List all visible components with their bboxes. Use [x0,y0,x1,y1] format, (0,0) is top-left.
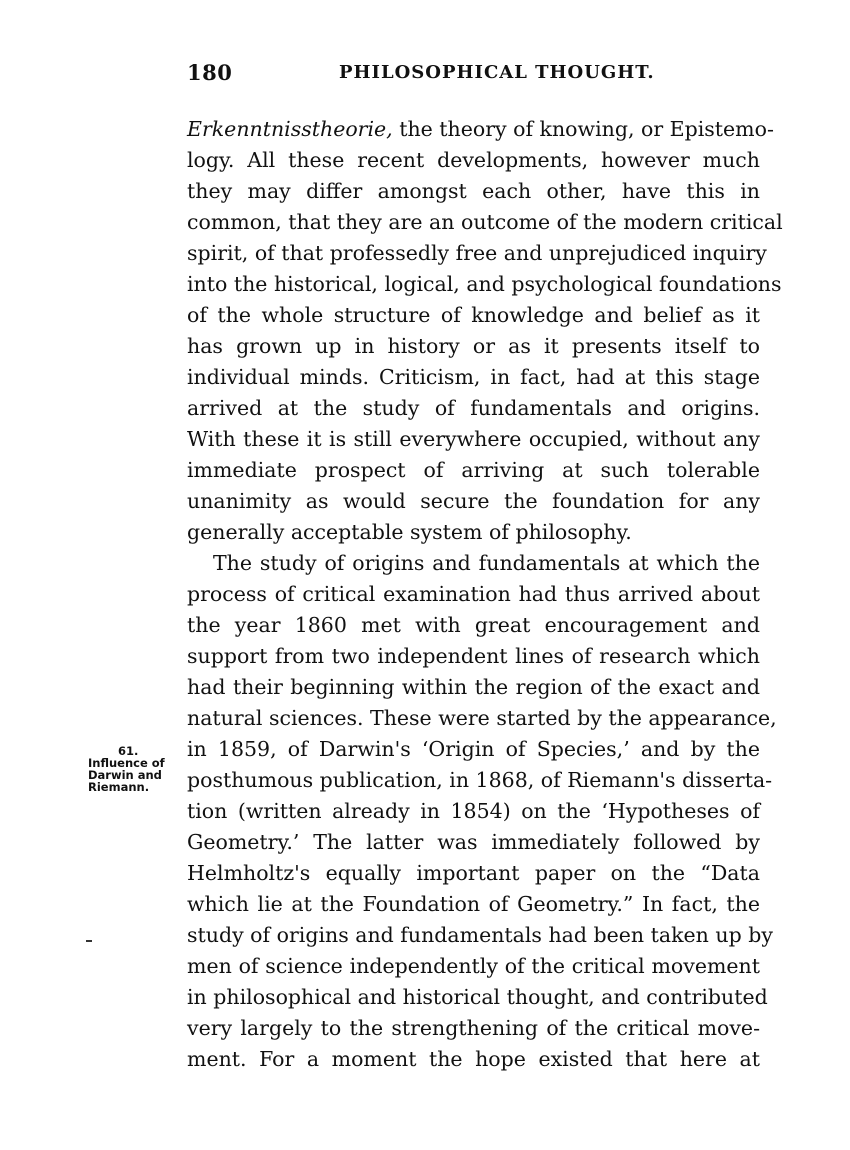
line-text: posthumous publication, in 1868, of Riemann's disserta- [187,768,773,792]
line-text: Geometry.’ The latter was immediately followed by [187,830,760,854]
page-header [187,60,760,90]
text-line [187,300,760,331]
text-line [187,610,760,641]
line-text: tion (written already in 1854) on the ‘Hypotheses of [187,799,760,823]
line-text: individual minds. Criticism, in fact, had at this stage [187,365,760,389]
text-line [187,641,760,672]
margin-note-line: Riemann. [88,780,150,794]
text-line [187,703,777,734]
text-line [187,207,783,238]
margin-note [88,745,180,793]
text-line [187,362,760,393]
text-line [187,1013,760,1044]
text-line [187,827,760,858]
text-line [187,424,760,455]
text-line [187,517,760,548]
line-text: had their beginning within the region of the exact and [187,675,760,699]
line-text: common, that they are an outcome of the modern critical [187,210,783,234]
text-line [187,548,760,579]
text-line [187,486,760,517]
line-text: men of science independently of the critical movement [187,954,760,978]
line-text: study of origins and fundamentals had been taken up by [187,923,773,947]
page-number: 180 [187,60,233,85]
text-line [187,734,760,765]
line-text: in philosophical and historical thought, and contributed [187,985,768,1009]
line-text: they may differ amongst each other, have this in [187,179,760,203]
line-text: ment. For a moment the hope existed that here at [187,1047,760,1071]
line-text: in 1859, of Darwin's ‘Origin of Species,’ and by the [187,737,760,761]
line-text: which lie at the Foundation of Geometry.” In fact, the [187,892,760,916]
text-line [187,238,767,269]
stray-mark [86,940,92,942]
line-text: arrived at the study of fundamentals and origins. [187,396,760,420]
text-line [187,858,760,889]
line-text: of the whole structure of knowledge and belief as it [187,303,760,327]
line-text: the year 1860 met with great encouragement and [187,613,760,637]
text-line [187,579,760,610]
text-line [187,951,760,982]
text-line [187,114,774,145]
text-line [187,920,773,951]
text-line [187,672,760,703]
text-line [187,331,760,362]
text-line [187,796,760,827]
text-line [187,269,782,300]
line-text: has grown up in history or as it presents itself to [187,334,760,358]
body-text [187,114,783,1075]
line-text: With these it is still everywhere occupied, without any [187,427,760,451]
line-text: very largely to the strengthening of the critical move- [187,1016,760,1040]
line-text: spirit, of that professedly free and unprejudiced inquiry [187,241,767,265]
italic-term: Erkenntnisstheorie, [187,117,393,141]
text-line [187,145,760,176]
line-text: unanimity as would secure the foundation for any [187,489,760,513]
line-text: support from two independent lines of research which [187,644,760,668]
line-text: The study of origins and fundamentals at which the [213,551,760,575]
text-line [187,176,760,207]
line-text: generally acceptable system of philosophy. [187,520,632,544]
line-text: Helmholtz's equally important paper on the “Data [187,861,760,885]
text-line [187,455,760,486]
line-text: into the historical, logical, and psychological foundations [187,272,782,296]
text-line [187,889,760,920]
line-text: logy. All these recent developments, however much [187,148,760,172]
line-text: immediate prospect of arriving at such tolerable [187,458,760,482]
text-line [187,982,768,1013]
line-text: process of critical examination had thus arrived about [187,582,760,606]
margin-note-line: Darwin and [88,768,162,782]
line-text: the theory of knowing, or Epistemo- [392,117,774,141]
text-line [187,765,773,796]
text-line [187,393,760,424]
text-line [187,1044,760,1075]
margin-note-line: Influence of [88,756,165,770]
running-head: PHILOSOPHICAL THOUGHT. [339,62,655,83]
section-number: 61. [118,744,139,758]
line-text: natural sciences. These were started by the appearance, [187,706,777,730]
